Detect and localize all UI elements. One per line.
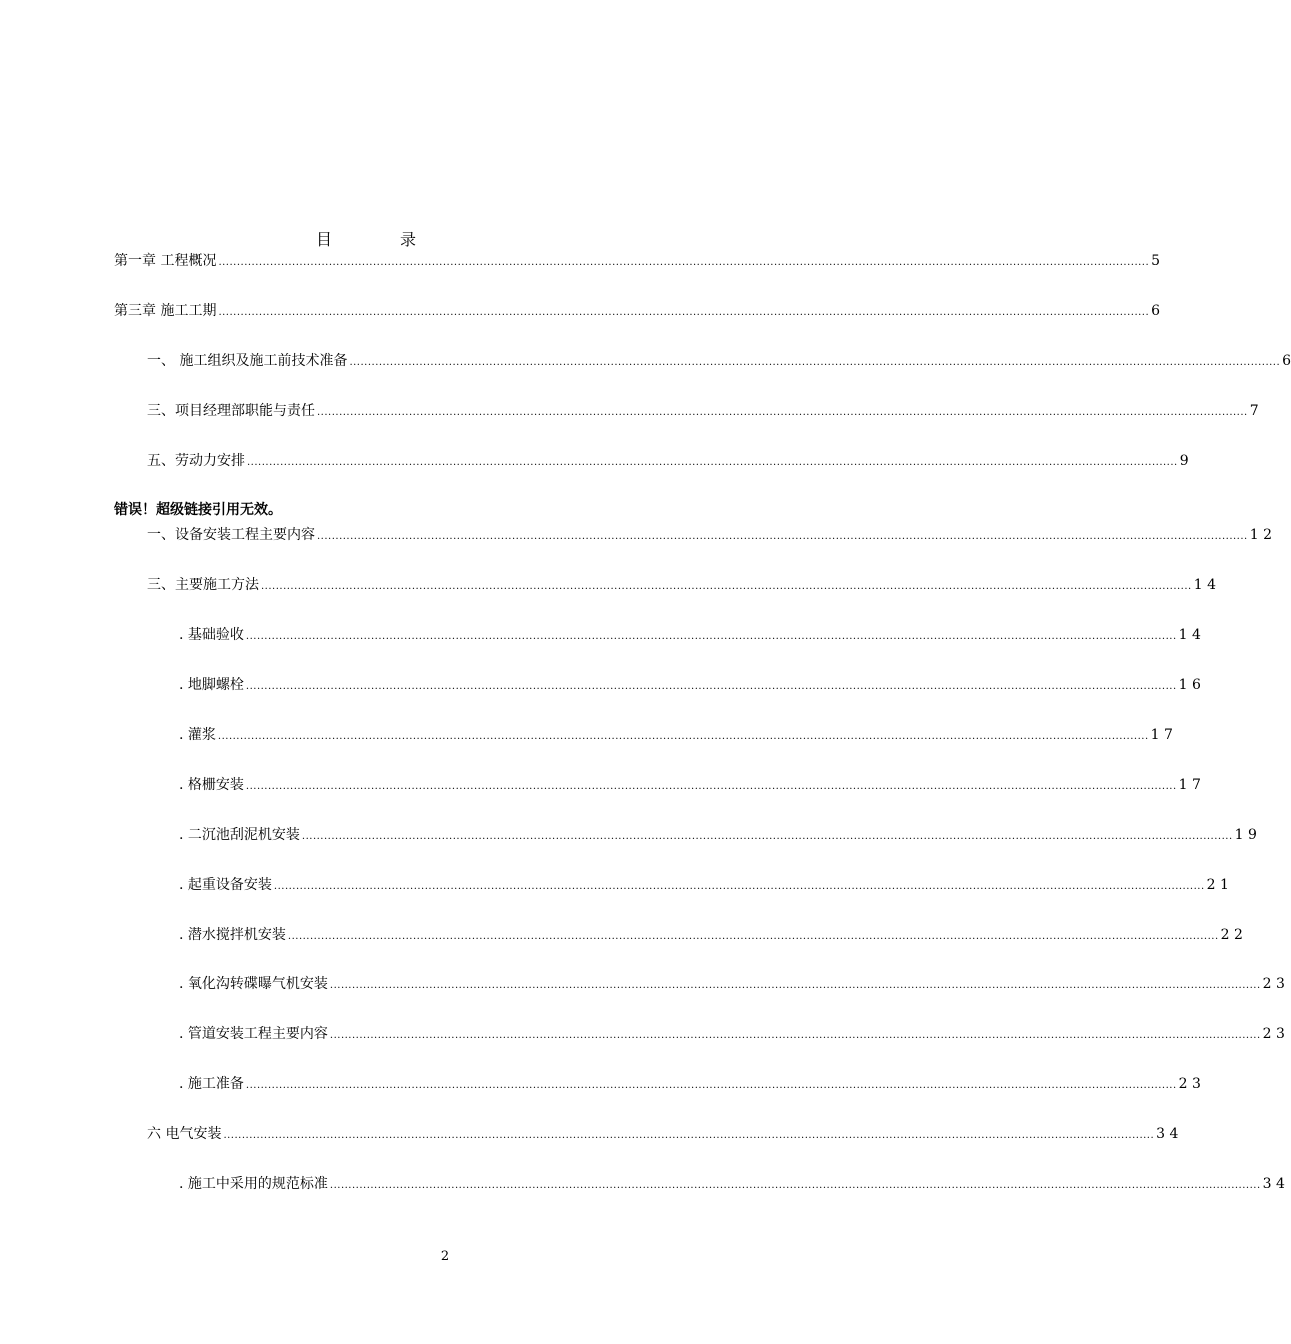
toc-leader: ............................................................................................................................................................................................................................................................. xyxy=(247,457,1178,468)
toc-entry-label: . 二沉池刮泥机安装 xyxy=(179,827,300,843)
toc-entry[interactable] xyxy=(179,975,1285,993)
toc-entry[interactable] xyxy=(179,1025,1285,1043)
toc-entry-label: 第三章 施工工期 xyxy=(114,303,217,319)
toc-leader: ............................................................................................................................................................................................................................................................. xyxy=(217,731,1149,742)
toc-entry-label: . 氧化沟转碟曝气机安装 xyxy=(179,976,328,992)
toc-leader: ............................................................................................................................................................................................................................................................. xyxy=(329,1180,1261,1191)
toc-entry[interactable] xyxy=(179,1175,1285,1193)
toc-entry[interactable] xyxy=(114,302,1161,320)
toc-leader: ............................................................................................................................................................................................................................................................. xyxy=(245,681,1177,692)
toc-entry-page: 2 3 xyxy=(1178,1076,1201,1092)
toc-entry[interactable] xyxy=(179,1075,1201,1093)
toc-entry-label: . 管道安装工程主要内容 xyxy=(179,1026,328,1042)
toc-leader: ............................................................................................................................................................................................................................................................. xyxy=(301,831,1233,842)
toc-entry-page: 2 3 xyxy=(1262,1026,1285,1042)
page-number: 2 xyxy=(440,1249,450,1264)
toc-leader: ............................................................................................................................................................................................................................................................. xyxy=(317,407,1248,418)
toc-entry-page: 2 3 xyxy=(1262,976,1285,992)
toc-entry[interactable] xyxy=(147,402,1259,420)
toc-entry-label: . 灌浆 xyxy=(179,727,216,743)
toc-entry-page: 1 6 xyxy=(1178,677,1201,693)
toc-entry-label: . 潜水搅拌机安装 xyxy=(179,927,286,943)
toc-entry-page: 1 7 xyxy=(1150,727,1173,743)
toc-entry-page: 6 xyxy=(1282,353,1291,369)
toc-leader: ............................................................................................................................................................................................................................................................. xyxy=(261,581,1192,592)
toc-leader: ............................................................................................................................................................................................................................................................. xyxy=(218,307,1150,318)
toc-title xyxy=(316,227,416,250)
toc-entry[interactable] xyxy=(147,1125,1179,1143)
toc-entry[interactable] xyxy=(147,352,1291,370)
toc-entry-label: . 基础验收 xyxy=(179,627,244,643)
toc-entry-label: 五、劳动力安排 xyxy=(147,453,245,469)
toc-entry[interactable] xyxy=(147,526,1272,544)
toc-entry-label: 六 电气安装 xyxy=(147,1126,222,1142)
toc-entry-page: 1 4 xyxy=(1193,577,1216,593)
toc-leader: ............................................................................................................................................................................................................................................................. xyxy=(218,257,1150,268)
toc-entry-label: . 施工中采用的规范标准 xyxy=(179,1176,328,1192)
toc-entry[interactable] xyxy=(179,676,1201,694)
toc-entry[interactable] xyxy=(179,726,1173,744)
toc-entry-page: 1 7 xyxy=(1178,777,1201,793)
broken-link-error: 错误！超级链接引用无效。 xyxy=(114,502,282,518)
toc-entry-label: 一、 施工组织及施工前技术准备 xyxy=(147,353,348,369)
toc-leader: ............................................................................................................................................................................................................................................................. xyxy=(349,357,1281,368)
toc-entry-label: 三、主要施工方法 xyxy=(147,577,259,593)
toc-leader: ............................................................................................................................................................................................................................................................. xyxy=(245,631,1177,642)
toc-entry[interactable] xyxy=(179,626,1201,644)
toc-entry-page: 1 2 xyxy=(1249,527,1272,543)
toc-entry-label: . 地脚螺栓 xyxy=(179,677,244,693)
toc-entry-page: 6 xyxy=(1151,303,1161,319)
toc-entry[interactable] xyxy=(179,826,1257,844)
toc-entry-page: 3 4 xyxy=(1156,1126,1179,1142)
toc-leader: ............................................................................................................................................................................................................................................................. xyxy=(329,1030,1261,1041)
toc-entry[interactable] xyxy=(147,576,1216,594)
toc-entry-page: 3 4 xyxy=(1262,1176,1285,1192)
toc-title-right: 录 xyxy=(400,230,417,249)
toc-leader: ............................................................................................................................................................................................................................................................. xyxy=(287,931,1219,942)
toc-entry-label: 三、项目经理部职能与责任 xyxy=(147,403,315,419)
toc-leader: ............................................................................................................................................................................................................................................................. xyxy=(245,781,1177,792)
toc-entry[interactable] xyxy=(147,452,1189,470)
toc-entry-label: 一、设备安装工程主要内容 xyxy=(147,527,315,543)
toc-entry-label: . 施工准备 xyxy=(179,1076,244,1092)
toc-leader: ............................................................................................................................................................................................................................................................. xyxy=(223,1130,1155,1141)
toc-leader: ............................................................................................................................................................................................................................................................. xyxy=(317,531,1248,542)
toc-entry-page: 1 9 xyxy=(1234,827,1257,843)
toc-entry-page: 9 xyxy=(1179,453,1189,469)
toc-entry-label: . 格栅安装 xyxy=(179,777,244,793)
toc-entry-label: 第一章 工程概况 xyxy=(114,253,217,269)
toc-leader: ............................................................................................................................................................................................................................................................. xyxy=(245,1080,1177,1091)
toc-entry[interactable] xyxy=(114,252,1161,270)
toc-entry[interactable] xyxy=(179,876,1229,894)
toc-entry[interactable] xyxy=(179,926,1243,944)
toc-entry-page: 2 2 xyxy=(1220,927,1243,943)
toc-entry-label: . 起重设备安装 xyxy=(179,877,272,893)
toc-entry-page: 2 1 xyxy=(1206,877,1229,893)
toc-entry[interactable] xyxy=(179,776,1201,794)
toc-title-left: 目 xyxy=(316,230,333,249)
toc-entry-page: 1 4 xyxy=(1178,627,1201,643)
toc-entry-page: 7 xyxy=(1249,403,1259,419)
toc-entry-page: 5 xyxy=(1151,253,1161,269)
toc-leader: ............................................................................................................................................................................................................................................................. xyxy=(329,980,1261,991)
toc-leader: ............................................................................................................................................................................................................................................................. xyxy=(273,881,1205,892)
